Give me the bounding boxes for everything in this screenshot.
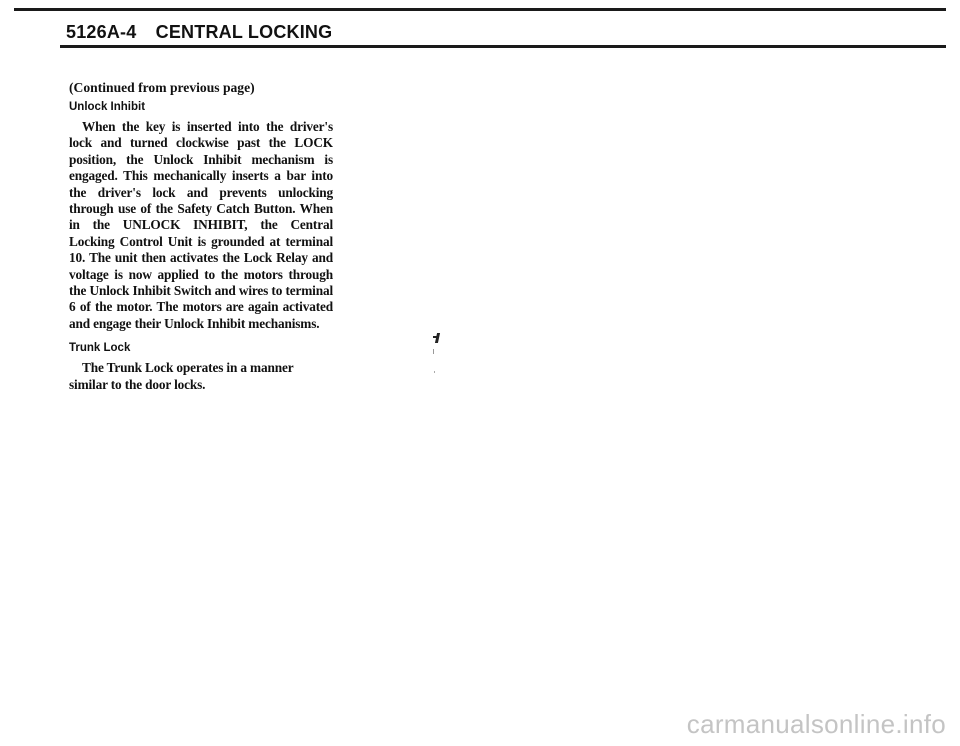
scan-artifact [434, 371, 435, 373]
section-paragraph: The Trunk Lock operates in a manner similar to the door locks. [69, 360, 294, 392]
header-rule [60, 45, 946, 48]
continued-note: (Continued from previous page) [69, 80, 255, 95]
section-code: 5126A-4 [66, 22, 137, 42]
section-heading: Unlock Inhibit [69, 101, 146, 113]
scan-artifact [433, 349, 434, 354]
page-header [66, 22, 332, 43]
section-paragraph: When the key is inserted into the driver's lock and turned clockwise past the LOCK position, the Unlock Inhibit mechanism is engaged. This mechanically inserts a bar into the driver's lock and prevents unlocking through use of the Safety Catch Button. When in the UNLOCK INHIBIT, the Central Locking Control Unit is grounded at terminal 10. The unit then activates the Lock Relay and voltage is now applied to the motors through the Unlock Inhibit Switch and wires to terminal 6 of the motor. The motors are again activated and engage their Unlock Inhibit mechanisms. [69, 119, 333, 331]
watermark: carmanualsonline.info [686, 709, 946, 739]
page-title: CENTRAL LOCKING [155, 22, 333, 42]
section-heading: Trunk Lock [69, 342, 131, 355]
scan-artifact [435, 333, 440, 343]
top-rule [14, 8, 946, 11]
text-column [69, 80, 333, 403]
scan-artifact [433, 336, 437, 338]
section-trunk-lock [69, 342, 333, 393]
section-unlock-inhibit [69, 101, 333, 332]
